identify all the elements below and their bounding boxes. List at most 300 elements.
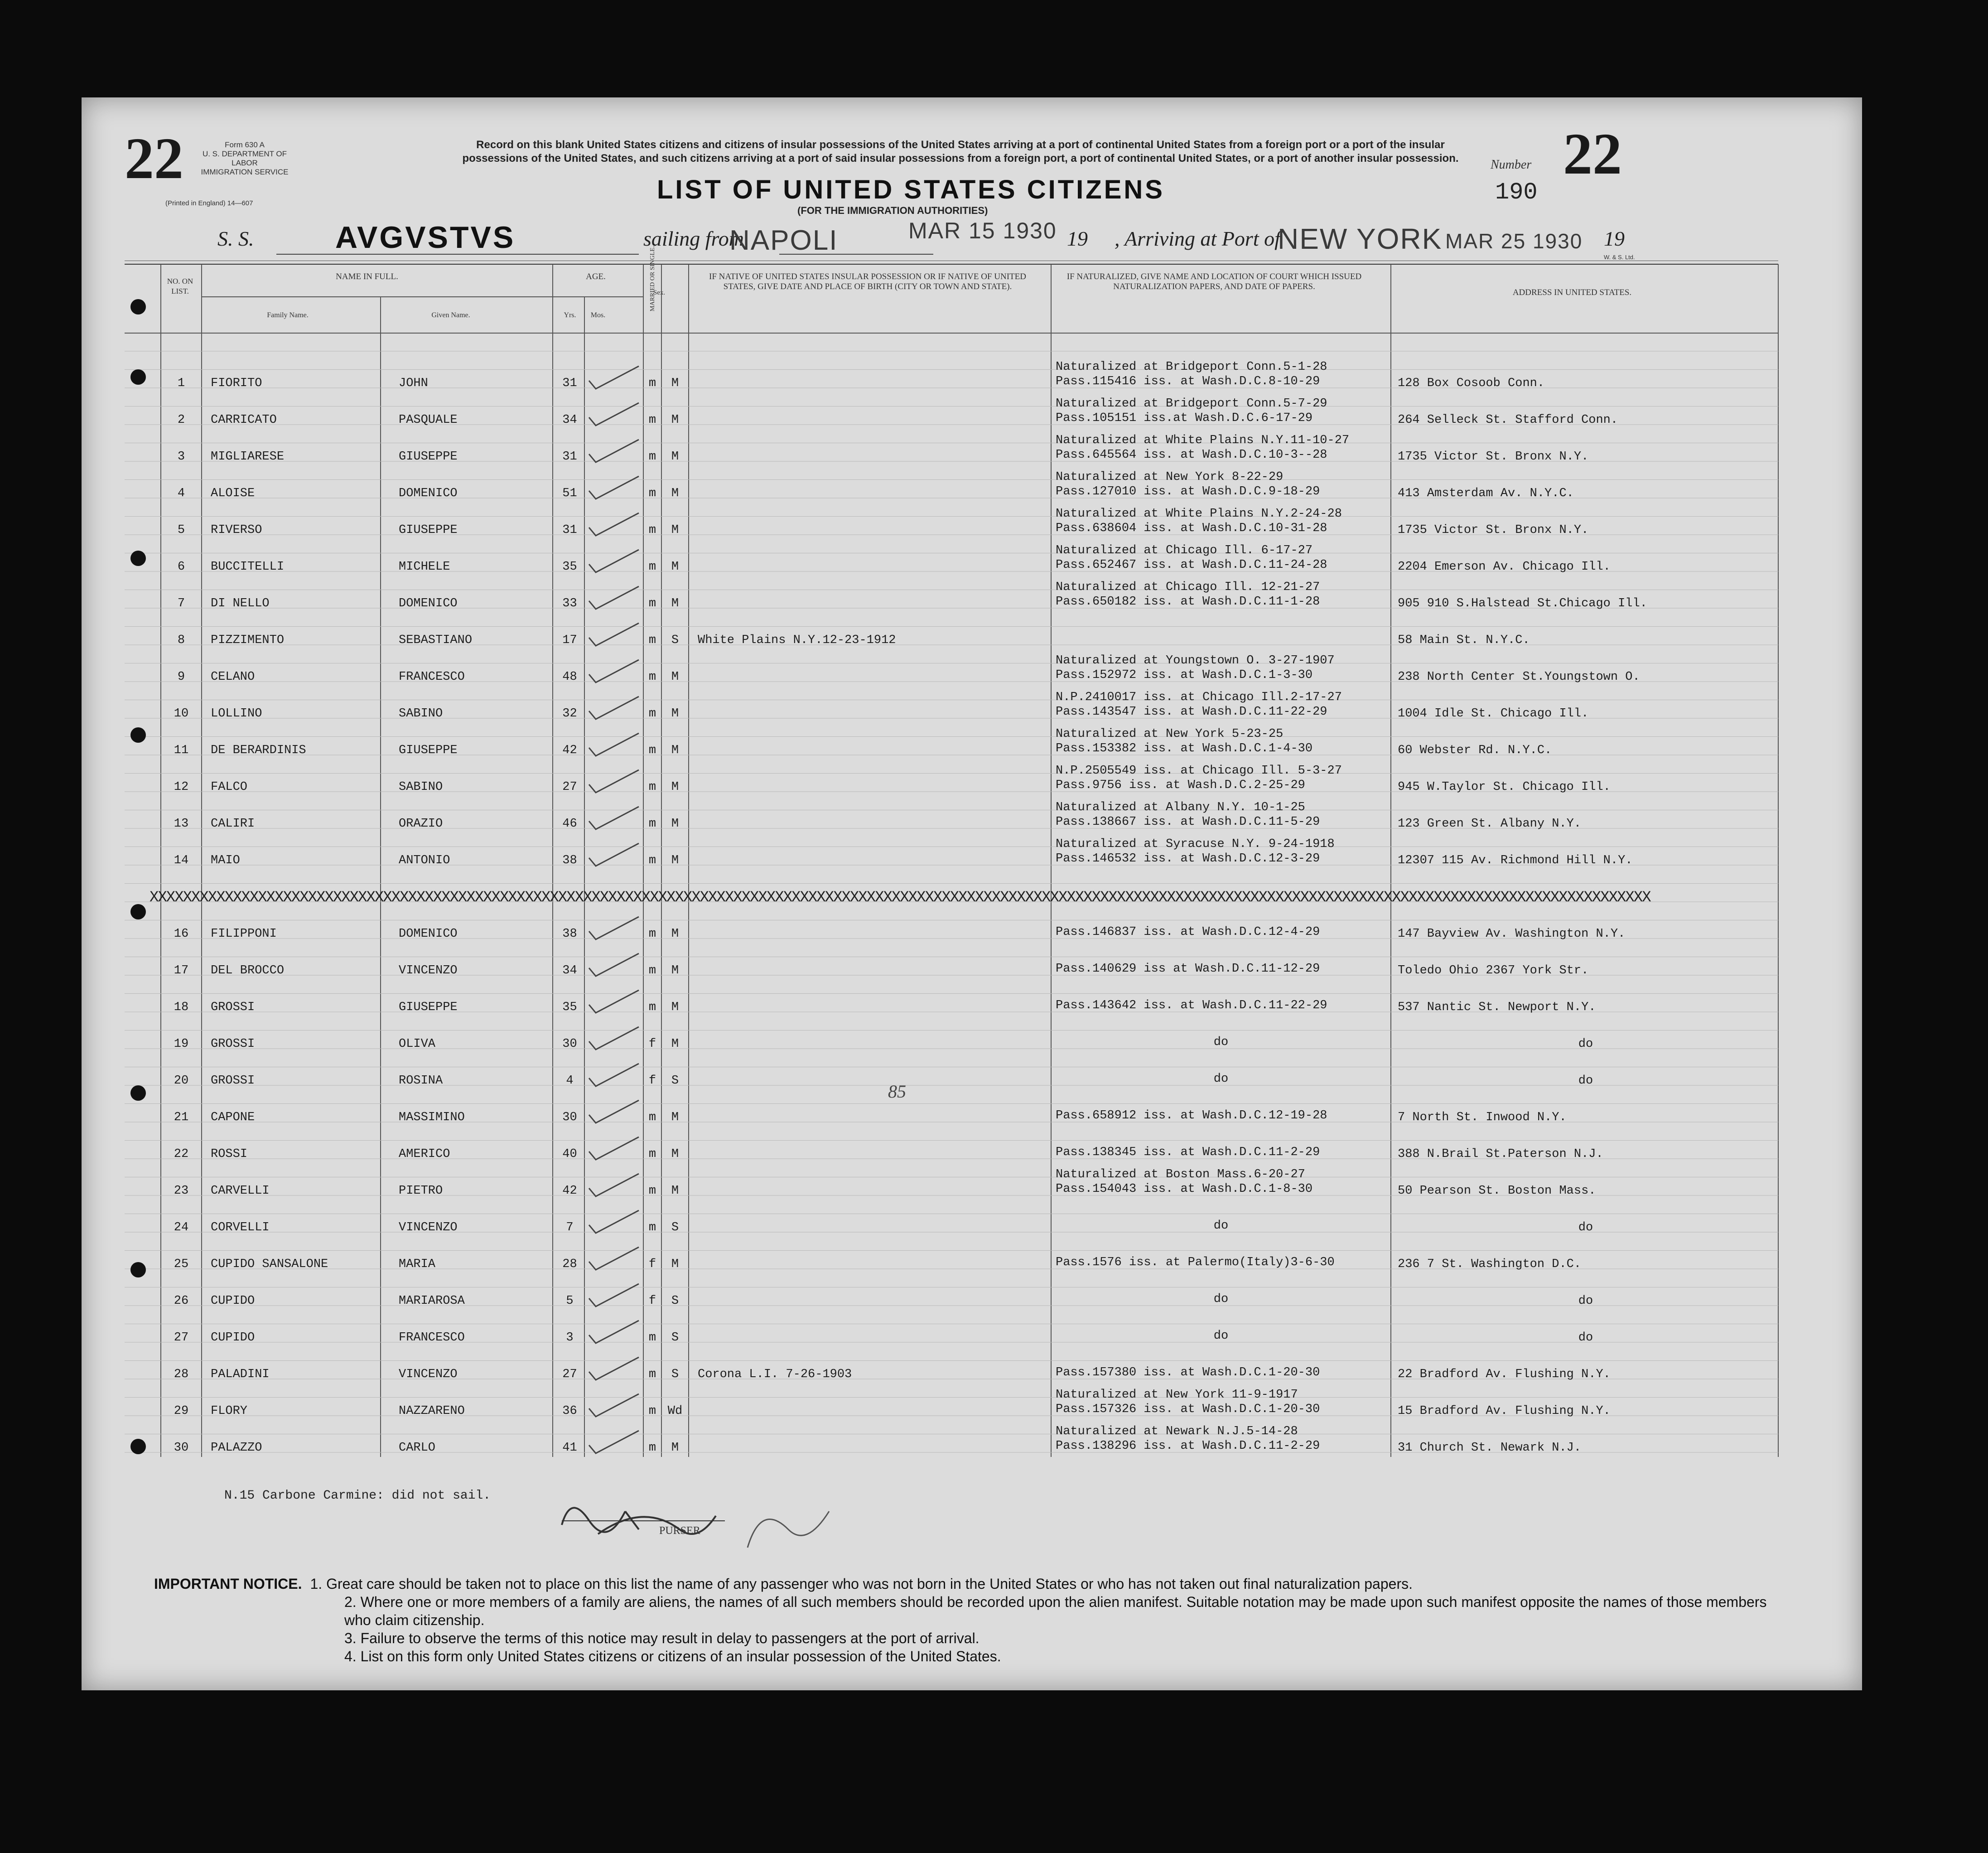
passport-issue: Pass.638604 iss. at Wash.D.C.10-31-28 [1056,522,1327,535]
checkmark-icon [584,1060,643,1092]
notice-item-3: 3. Failure to observe the terms of this notice may result in delay to passengers at the port of arrival. [344,1630,980,1646]
binder-hole [130,369,146,385]
sex: m [648,597,656,610]
sex: m [648,1441,656,1455]
sex: m [648,1184,656,1198]
us-address: Toledo Ohio 2367 York Str. [1398,964,1589,977]
checkmark-icon [584,1170,643,1202]
checkmark-icon [584,840,643,871]
row-number: 22 [174,1147,189,1161]
marital-status: M [671,1001,679,1014]
age-years: 35 [562,1001,577,1014]
age-years: 27 [562,1368,577,1381]
us-address: do [1578,1074,1593,1088]
family-name: FIORITO [211,377,262,390]
marital-status: M [671,413,679,427]
family-name: FALCO [211,780,248,794]
age-years: 51 [562,487,577,500]
age-years: 46 [562,817,577,831]
naturalization-court: Naturalized at White Plains N.Y.2-24-28 [1056,507,1342,521]
col-native-header: IF NATIVE OF UNITED STATES INSULAR POSSESSION OR IF NATIVE OF UNITED STATES, GIVE DATE AND PLACE OF BIRTH (CITY OR TOWN AND STATE). [709,272,1026,291]
us-address: 2204 Emerson Av. Chicago Ill. [1398,560,1611,574]
purser-label: PURSER [659,1525,700,1537]
family-name: CUPIDO SANSALONE [211,1258,328,1271]
row-number: 19 [174,1037,189,1051]
naturalization-court: Naturalized at Albany N.Y. 10-1-25 [1056,801,1305,814]
checkmark-icon [584,546,643,578]
age-years: 34 [562,964,577,977]
binder-hole [130,551,146,566]
checkmark-icon [584,730,643,761]
age-years: 27 [562,780,577,794]
passport-issue: Pass.143642 iss. at Wash.D.C.11-22-29 [1056,999,1327,1012]
sex: m [648,964,656,977]
sex: m [648,1331,656,1345]
family-name: CAPONE [211,1111,255,1124]
passport-issue: Pass.105151 iss.at Wash.D.C.6-17-29 [1056,411,1313,425]
stray-number: 85 [888,1081,906,1102]
family-name: GROSSI [211,1001,255,1014]
naturalization-court: Naturalized at Newark N.J.5-14-28 [1056,1425,1298,1438]
marital-status: M [671,964,679,977]
row-number: 17 [174,964,189,977]
marital-status: M [671,560,679,574]
passport-issue: Pass.154043 iss. at Wash.D.C.1-8-30 [1056,1182,1313,1196]
row-number: 7 [177,597,185,610]
row-number: 26 [174,1294,189,1308]
us-address: 945 W.Taylor St. Chicago Ill. [1398,780,1611,794]
record-notice: Record on this blank United States citizens and citizens of insular possessions of the United States arriving at a port of continental United States from a foreign port or a port of the insular possessions of the United States, and such citizens arriving at a port of said insular possessions from a foreign port, a port of continental United States, or a port of another insular possession. [462,139,1459,164]
us-address: 537 Nantic St. Newport N.Y. [1398,1001,1596,1014]
birth-place: White Plains N.Y.12-23-1912 [698,634,896,647]
given-name: VINCENZO [399,1221,458,1234]
checkmark-icon [584,1390,643,1422]
row-number: 4 [177,487,185,500]
checkmark-icon [584,509,643,541]
given-name: PIETRO [399,1184,443,1198]
given-name: VINCENZO [399,1368,458,1381]
us-address: 238 North Center St.Youngstown O. [1398,670,1640,684]
checkmark-icon [584,619,643,651]
family-name: MIGLIARESE [211,450,285,464]
naturalization-court: Naturalized at New York 8-22-29 [1056,470,1284,484]
printer-mark: W. & S. Ltd. [1604,254,1635,261]
col-given-header: Given Name. [431,311,470,319]
col-family-header: Family Name. [267,311,309,319]
row-number: 29 [174,1404,189,1418]
checkmark-icon [584,950,643,982]
col-mos-header: Mos. [590,311,606,319]
us-address: 905 910 S.Halstead St.Chicago Ill. [1398,597,1647,610]
age-years: 7 [566,1221,574,1234]
us-address: 388 N.Brail St.Paterson N.J. [1398,1147,1603,1161]
passport-issue: Pass.127010 iss. at Wash.D.C.9-18-29 [1056,485,1320,498]
marital-status: S [671,634,679,647]
given-name: DOMENICO [399,487,458,500]
sailing-date-stamp: MAR 15 1930 [908,218,1057,243]
sex: f [648,1294,656,1308]
family-name: CARVELLI [211,1184,270,1198]
us-address: do [1578,1294,1593,1308]
us-address: 1004 Idle St. Chicago Ill. [1398,707,1589,721]
page-title: LIST OF UNITED STATES CITIZENS [657,175,1165,204]
purser-signature [535,1475,852,1575]
binder-hole [130,299,146,314]
sex: m [648,560,656,574]
checkmark-icon [584,656,643,688]
marital-status: Wd [667,1404,683,1418]
family-name: DI NELLO [211,597,270,610]
us-address: 413 Amsterdam Av. N.Y.C. [1398,487,1574,500]
passport-issue: Pass.138296 iss. at Wash.D.C.11-2-29 [1056,1439,1320,1453]
passport-issue: Pass.146532 iss. at Wash.D.C.12-3-29 [1056,852,1320,866]
passport-issue: Pass.146837 iss. at Wash.D.C.12-4-29 [1056,925,1320,939]
family-name: ALOISE [211,487,255,500]
row-number: 6 [177,560,185,574]
checkmark-icon [584,1280,643,1312]
us-address: 123 Green St. Albany N.Y. [1398,817,1582,831]
age-years: 36 [562,1404,577,1418]
marital-status: M [671,1147,679,1161]
age-years: 42 [562,1184,577,1198]
age-years: 17 [562,634,577,647]
col-age-header: AGE. [586,272,606,281]
age-years: 35 [562,560,577,574]
passport-issue: do [1213,1035,1229,1049]
age-years: 31 [562,523,577,537]
age-years: 41 [562,1441,577,1455]
checkmark-icon [584,987,643,1018]
age-years: 28 [562,1258,577,1271]
family-name: CUPIDO [211,1294,255,1308]
us-address: 236 7 St. Washington D.C. [1398,1258,1582,1271]
row-number: 23 [174,1184,189,1198]
age-years: 38 [562,854,577,867]
naturalization-court: Naturalized at New York 5-23-25 [1056,727,1284,741]
given-name: PASQUALE [399,413,458,427]
checkmark-icon [584,1023,643,1055]
col-naturalized-header: IF NATURALIZED, GIVE NAME AND LOCATION OF COURT WHICH ISSUED NATURALIZATION PAPERS, AND DATE OF PAPERS. [1066,272,1362,291]
row-number: 25 [174,1258,189,1271]
year-label-2: 19 [1604,227,1625,250]
row-number: 27 [174,1331,189,1345]
us-address: do [1578,1037,1593,1051]
row-number: 8 [177,634,185,647]
family-name: CORVELLI [211,1221,270,1234]
marital-status: M [671,927,679,941]
col-address-header: ADDRESS IN UNITED STATES. [1512,288,1632,297]
number-label: Number [1491,158,1532,172]
family-name: ROSSI [211,1147,248,1161]
naturalization-court: N.P.2410017 iss. at Chicago Ill.2-17-27 [1056,691,1342,704]
naturalization-court: Naturalized at Youngstown O. 3-27-1907 [1056,654,1335,668]
sex: m [648,487,656,500]
us-address: 7 North St. Inwood N.Y. [1398,1111,1567,1124]
given-name: GIUSEPPE [399,1001,458,1014]
marital-status: M [671,377,679,390]
sex: m [648,1001,656,1014]
family-name: RIVERSO [211,523,262,537]
passport-issue: Pass.652467 iss. at Wash.D.C.11-24-28 [1056,558,1327,572]
row-number: 5 [177,523,185,537]
given-name: DOMENICO [399,927,458,941]
naturalization-court: Naturalized at New York 11-9-1917 [1056,1388,1298,1402]
sex: f [648,1074,656,1088]
marital-status: M [671,597,679,610]
marital-status: M [671,854,679,867]
sex: m [648,927,656,941]
arriving-label: , Arriving at Port of [1115,227,1280,250]
year-label-1: 19 [1067,227,1088,250]
family-name: GROSSI [211,1037,255,1051]
us-address: do [1578,1331,1593,1345]
ship-name: AVGVSTVS [335,220,516,255]
us-address: 50 Pearson St. Boston Mass. [1398,1184,1596,1198]
footnote: N.15 Carbone Carmine: did not sail. [224,1489,491,1503]
given-name: MARIAROSA [399,1294,465,1308]
col-married-header: MARRIED OR SINGLE. [649,246,656,312]
checkmark-icon [584,1317,643,1349]
binder-hole [130,1262,146,1277]
given-name: FRANCESCO [399,670,465,684]
sex: m [648,670,656,684]
naturalization-court: N.P.2505549 iss. at Chicago Ill. 5-3-27 [1056,764,1342,778]
checkmark-icon [584,1097,643,1128]
checkmark-icon [584,1354,643,1385]
us-address: 147 Bayview Av. Washington N.Y. [1398,927,1626,941]
family-name: CARRICATO [211,413,277,427]
age-years: 3 [566,1331,574,1345]
important-notice [154,1575,1767,1665]
notice-item-4: 4. List on this form only United States citizens or citizens of an insular possession of the United States. [344,1648,1001,1664]
row-number: 9 [177,670,185,684]
row-number: 1 [177,377,185,390]
age-years: 4 [566,1074,574,1088]
passport-issue: Pass.152972 iss. at Wash.D.C.1-3-30 [1056,668,1313,682]
passport-issue: Pass.1576 iss. at Palermo(Italy)3-6-30 [1056,1256,1335,1269]
given-name: CARLO [399,1441,436,1455]
given-name: OLIVA [399,1037,436,1051]
naturalization-court: Naturalized at Syracuse N.Y. 9-24-1918 [1056,837,1335,851]
notice-item-1: 1. Great care should be taken not to place on this list the name of any passenger who was not born in the United States or who has not taken out final naturalization papers. [310,1576,1413,1592]
sex: m [648,450,656,464]
sheet-number: 190 [1495,179,1538,206]
sex: m [648,523,656,537]
birth-place: Corona L.I. 7-26-1903 [698,1368,852,1381]
row-number: 13 [174,817,189,831]
age-years: 31 [562,377,577,390]
given-name: GIUSEPPE [399,450,458,464]
row-number: 3 [177,450,185,464]
passport-issue: Pass.650182 iss. at Wash.D.C.11-1-28 [1056,595,1320,609]
given-name: VINCENZO [399,964,458,977]
col-yrs-header: Yrs. [564,311,576,319]
given-name: SABINO [399,707,443,721]
marital-status: M [671,450,679,464]
passport-issue: Pass.153382 iss. at Wash.D.C.1-4-30 [1056,742,1313,755]
naturalization-court: Naturalized at Bridgeport Conn.5-7-29 [1056,397,1327,411]
family-name: BUCCITELLI [211,560,285,574]
service: IMMIGRATION SERVICE [201,168,289,176]
sex: f [648,1258,656,1271]
sex: m [648,1368,656,1381]
arrival-date-stamp: MAR 25 1930 [1445,229,1583,253]
marital-status: M [671,817,679,831]
marital-status: M [671,1111,679,1124]
passport-issue: Pass.138345 iss. at Wash.D.C.11-2-29 [1056,1146,1320,1159]
given-name: MARIA [399,1258,436,1271]
family-name: GROSSI [211,1074,255,1088]
sex: m [648,413,656,427]
row-number: 16 [174,927,189,941]
us-address: 15 Bradford Av. Flushing N.Y. [1398,1404,1611,1418]
given-name: ORAZIO [399,817,443,831]
marital-status: M [671,1184,679,1198]
sailing-port: NAPOLI [729,225,838,256]
age-years: 38 [562,927,577,941]
row-number: 20 [174,1074,189,1088]
passport-issue: Pass.658912 iss. at Wash.D.C.12-19-28 [1056,1109,1327,1122]
us-address: 60 Webster Rd. N.Y.C. [1398,744,1552,757]
checkmark-icon [584,803,643,835]
passport-issue: do [1213,1219,1229,1233]
passport-issue: do [1213,1072,1229,1086]
family-name: FILIPPONI [211,927,277,941]
row-number: 10 [174,707,189,721]
age-years: 40 [562,1147,577,1161]
row-number: 18 [174,1001,189,1014]
given-name: GIUSEPPE [399,744,458,757]
passport-issue: Pass.138667 iss. at Wash.D.C.11-5-29 [1056,815,1320,829]
binder-hole [130,727,146,743]
family-name: FLORY [211,1404,248,1418]
age-years: 31 [562,450,577,464]
sex: m [648,744,656,757]
printed-note: (Printed in England) 14—607 [165,199,253,207]
given-name: SABINO [399,780,443,794]
family-name: DEL BROCCO [211,964,285,977]
marital-status: M [671,670,679,684]
passport-issue: Pass.143547 iss. at Wash.D.C.11-22-29 [1056,705,1327,719]
row-number: 14 [174,854,189,867]
sex: m [648,377,656,390]
marital-status: M [671,487,679,500]
notice-item-2: 2. Where one or more members of a family are aliens, the names of all such members should be recorded upon the alien manifest. Suitable notation may be made upon such manifest opposite the names of those members who claim citizenship. [344,1594,1767,1628]
passport-issue: Pass.157380 iss. at Wash.D.C.1-20-30 [1056,1366,1320,1379]
checkmark-icon [584,1427,643,1459]
marital-status: M [671,1037,679,1051]
page-subtitle: (FOR THE IMMIGRATION AUTHORITIES) [797,205,988,216]
given-name: NAZZARENO [399,1404,465,1418]
checkmark-icon [584,363,643,394]
checkmark-icon [584,693,643,725]
col-no-header: NO. ON LIST. [167,277,193,295]
given-name: DOMENICO [399,597,458,610]
us-address: 31 Church St. Newark N.J. [1398,1441,1582,1455]
passport-issue: Pass.645564 iss. at Wash.D.C.10-3--28 [1056,448,1327,462]
sex: m [648,854,656,867]
checkmark-icon [584,436,643,468]
checkmark-icon [584,1133,643,1165]
age-years: 48 [562,670,577,684]
binder-hole [130,1439,146,1454]
marital-status: M [671,1258,679,1271]
checkmark-icon [584,583,643,614]
given-name: SEBASTIANO [399,634,473,647]
row-number: 21 [174,1111,189,1124]
age-years: 30 [562,1111,577,1124]
given-name: MASSIMINO [399,1111,465,1124]
row-number: 11 [174,744,189,757]
naturalization-court: Naturalized at White Plains N.Y.11-10-27 [1056,434,1350,447]
naturalization-court: Naturalized at Boston Mass.6-20-27 [1056,1168,1305,1181]
row-number: 30 [174,1441,189,1455]
sex: m [648,1221,656,1234]
sex: m [648,1147,656,1161]
marital-status: M [671,707,679,721]
given-name: ROSINA [399,1074,443,1088]
row-number: 28 [174,1368,189,1381]
arrival-port: NEW YORK [1278,223,1443,255]
family-name: DE BERARDINIS [211,744,306,757]
row-number: 12 [174,780,189,794]
passport-issue: Pass.140629 iss at Wash.D.C.11-12-29 [1056,962,1320,976]
age-years: 34 [562,413,577,427]
passport-issue: Pass.9756 iss. at Wash.D.C.2-25-29 [1056,779,1305,792]
us-address: 128 Box Cosoob Conn. [1398,377,1545,390]
given-name: JOHN [399,377,428,390]
given-name: ANTONIO [399,854,450,867]
binder-hole [130,904,146,919]
given-name: FRANCESCO [399,1331,465,1345]
passport-issue: do [1213,1292,1229,1306]
marital-status: M [671,744,679,757]
given-name: GIUSEPPE [399,523,458,537]
given-name: MICHELE [399,560,450,574]
marital-status: S [671,1294,679,1308]
page-number-right: 22 [1563,121,1622,187]
col-sex-header: Sex. [653,289,666,296]
row-number: 2 [177,413,185,427]
family-name: PALAZZO [211,1441,262,1455]
age-years: 33 [562,597,577,610]
marital-status: S [671,1074,679,1088]
checkmark-icon [584,1243,643,1275]
marital-status: M [671,780,679,794]
sex: m [648,817,656,831]
naturalization-court: Naturalized at Chicago Ill. 6-17-27 [1056,544,1313,557]
family-name: CELANO [211,670,255,684]
age-years: 5 [566,1294,574,1308]
us-address: 1735 Victor St. Bronx N.Y. [1398,523,1589,537]
family-name: PIZZIMENTO [211,634,285,647]
manifest-page [82,97,1862,1690]
naturalization-court: Naturalized at Chicago Ill. 12-21-27 [1056,581,1320,594]
ss-label: S. S. [217,227,254,250]
sex: m [648,1111,656,1124]
checkmark-icon [584,766,643,798]
family-name: CALIRI [211,817,255,831]
checkmark-icon [584,473,643,504]
us-address: 264 Selleck St. Stafford Conn. [1398,413,1618,427]
family-name: LOLLINO [211,707,262,721]
passport-issue: Pass.115416 iss. at Wash.D.C.8-10-29 [1056,375,1320,388]
sailing-from-label: sailing from [643,227,744,250]
family-name: MAIO [211,854,240,867]
notice-heading: IMPORTANT NOTICE. [154,1576,302,1592]
us-address: 22 Bradford Av. Flushing N.Y. [1398,1368,1611,1381]
us-address: do [1578,1221,1593,1234]
